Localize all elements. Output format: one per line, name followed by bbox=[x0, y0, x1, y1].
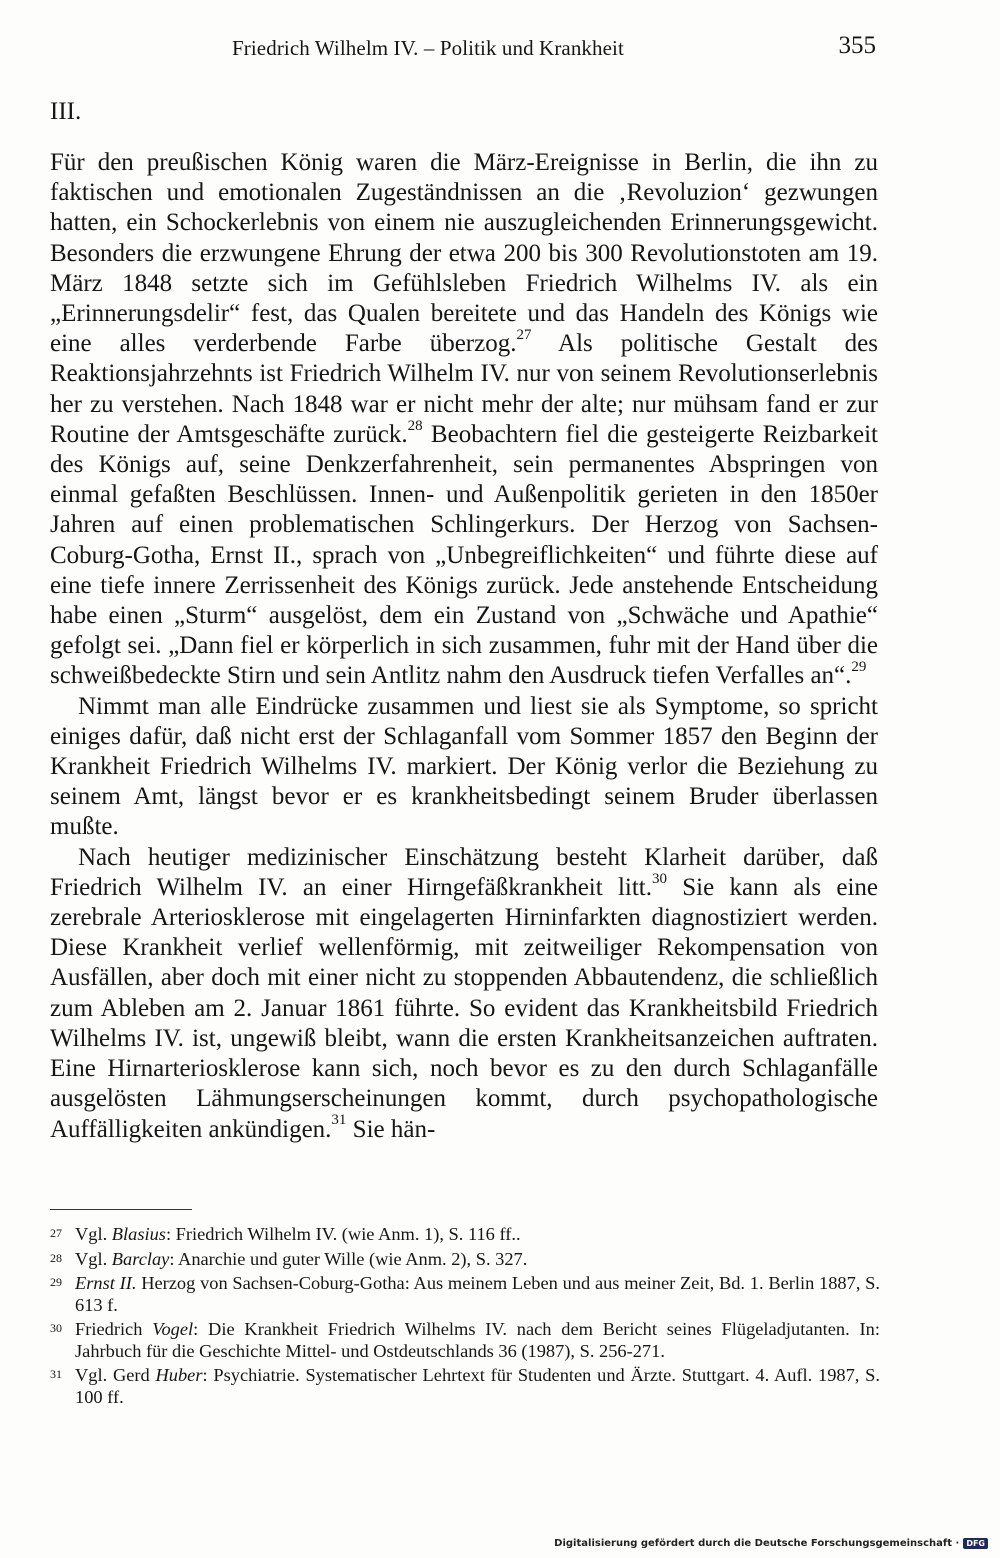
section-heading: III. bbox=[50, 98, 82, 125]
footnote-text: : Psychiatrie. Systematischer Lehrtext für Studenten und Ärzte. Stuttgart. 4. Aufl. 1987, S. 100 ff. bbox=[75, 1365, 880, 1407]
text-run: Für den preußischen König waren die März-Ereignisse in Berlin, die ihn zu faktischen und emotionalen Zugeständnissen an die ‚Revoluzion‘ gezwungen hatten, ein Schockerlebnis von einem nie auszugleichenden Erinnerungsgewicht. Besonders die erzwungene Ehrung der etwa 200 bis 300 Revolutionstoten am 19. März 1848 setzte sich im Gefühlsleben Friedrich Wilhelms IV. als ein „Erinnerungsdelir“ fest, das Qualen bereitete und das Handeln des Königs wie eine alles verderbende Farbe überzog. bbox=[50, 149, 878, 358]
footnote-ref-29[interactable]: 29 bbox=[851, 659, 867, 676]
footnote-text: Herzog von Sachsen-Coburg-Gotha: Aus meinem Leben und aus meiner Zeit, Bd. 1. Berlin 1887, S. 613 f. bbox=[75, 1273, 880, 1315]
footnote-29 bbox=[50, 1273, 880, 1316]
text-run: Sie kann als eine zerebrale Arteriosklerose mit eingelagerten Hirninfarkten diagnostiziert werden. Diese Krankheit verlief wellenförmig, mit zeitweiliger Rekompensation von Ausfällen, aber doch mit einer nicht zu stoppenden Abbautendenz, die schließlich zum Ableben am 2. Januar 1861 führte. So evident das Krankheitsbild Friedrich Wilhelms IV. ist, ungewiß bleibt, wann die ersten Krankheitsanzeichen auftraten. Eine Hirnarteriosklerose kann sich, noch bevor es zu den durch Schlaganfälle ausgelösten Lähmungserscheinungen kommt, durch psychopathologische Auffälligkeiten ankündigen. bbox=[50, 873, 879, 1143]
footnote-text: Vgl. bbox=[75, 1248, 112, 1269]
text-run: Als politische Gestalt des Reaktionsjahrzehnts ist Friedrich Wilhelm IV. nur von seinem Revolutionserlebnis her zu verstehen. Nach 1848 war er nicht mehr der alte; nur mühsam fand er zur Routine der Amtsgeschäfte zurück. bbox=[50, 330, 878, 448]
footnote-ref-28[interactable]: 28 bbox=[407, 417, 423, 434]
footnote-ref-30[interactable]: 30 bbox=[652, 870, 667, 887]
footnote-text: : Anarchie und guter Wille (wie Anm. 2), S. 327. bbox=[169, 1248, 528, 1269]
paragraph-1 bbox=[50, 148, 878, 692]
footnote-number: 28 bbox=[50, 1250, 62, 1265]
footnote-number: 29 bbox=[50, 1275, 62, 1289]
paragraph-3 bbox=[50, 843, 878, 1145]
running-title: Friedrich Wilhelm IV. – Politik und Krankheit bbox=[232, 36, 624, 60]
main-text bbox=[50, 148, 878, 1145]
footnote-text: : Die Krankheit Friedrich Wilhelms IV. nach dem Bericht seines Flügeladjutanten. In: Jahrbuch für die Geschichte Mittel- und Ostdeutschlands 36 (1987), S. 256-271. bbox=[75, 1319, 880, 1361]
footnote-author: Huber bbox=[155, 1365, 203, 1385]
footnote-number: 31 bbox=[50, 1367, 62, 1381]
footnote-text: Friedrich bbox=[75, 1319, 153, 1339]
footnotes bbox=[50, 1224, 880, 1411]
footnote-28 bbox=[50, 1249, 880, 1271]
text-run: Beobachtern fiel die gesteigerte Reizbarkeit des Königs auf, seine Denkzerfahrenheit, sein permanentes Abspringen von einmal gefaßten Beschlüssen. Innen- und Außenpolitik gerieten in den 1850er Jahren auf einen problematischen Schlingerkurs. Der Herzog von Sachsen-Coburg-Gotha, Ernst II., sprach von „Unbegreiflichkeiten“ und führte diese auf eine tiefe innere Zerrissenheit des Königs zurück. Jede anstehende Entscheidung habe einen „Sturm“ ausgelöst, dem ein Zustand von „Schwäche und Apathie“ gefolgt sei. „Dann fiel er körperlich in sich zusammen, fuhr mit der Hand über die schweißbedeckte Stirn und sein Antlitz nahm den Ausdruck tiefen Verfalles an“. bbox=[50, 420, 878, 690]
footnote-text: : Friedrich Wilhelm IV. (wie Anm. 1), S. 116 ff.. bbox=[165, 1224, 521, 1244]
footnote-author: Ernst II. bbox=[75, 1273, 137, 1293]
text-run: Nach heutiger medizinischer Einschätzung besteht Klarheit darüber, daß Friedrich Wilhelm IV. an einer Hirngefäßkrankheit litt. bbox=[50, 843, 878, 901]
footnote-divider bbox=[50, 1209, 192, 1210]
text-run: Sie hän- bbox=[346, 1115, 436, 1143]
footnote-number: 30 bbox=[50, 1321, 62, 1335]
footnote-ref-31[interactable]: 31 bbox=[331, 1112, 347, 1129]
page-number: 355 bbox=[838, 32, 876, 59]
footnote-text: Vgl. bbox=[75, 1224, 112, 1244]
footnote-author: Barclay bbox=[111, 1248, 170, 1269]
footnote-author: Blasius bbox=[111, 1224, 166, 1244]
dfg-logo: DFG bbox=[963, 1538, 988, 1549]
text-run: Nimmt man alle Eindrücke zusammen und liest sie als Symptome, so spricht einiges dafür, daß nicht erst der Schlaganfall vom Sommer 1857 den Beginn der Krankheit Friedrich Wilhelms IV. markiert. Der König verlor die Beziehung zu seinem Amt, längst bevor er es krankheitsbedingt seinem Bruder überlassen mußte. bbox=[50, 692, 878, 841]
footnote-27 bbox=[50, 1224, 880, 1246]
credit-text: Digitalisierung gefördert durch die Deutsche Forschungsgemeinschaft · bbox=[554, 1538, 960, 1549]
paragraph-2 bbox=[50, 692, 878, 843]
footnote-31 bbox=[50, 1365, 880, 1408]
footnote-text: Vgl. Gerd bbox=[75, 1365, 156, 1385]
digitization-credit bbox=[554, 1538, 988, 1549]
footnote-ref-27[interactable]: 27 bbox=[516, 326, 532, 343]
footnote-number: 27 bbox=[50, 1226, 62, 1240]
footnote-30 bbox=[50, 1319, 880, 1362]
footnote-author: Vogel bbox=[152, 1319, 194, 1339]
